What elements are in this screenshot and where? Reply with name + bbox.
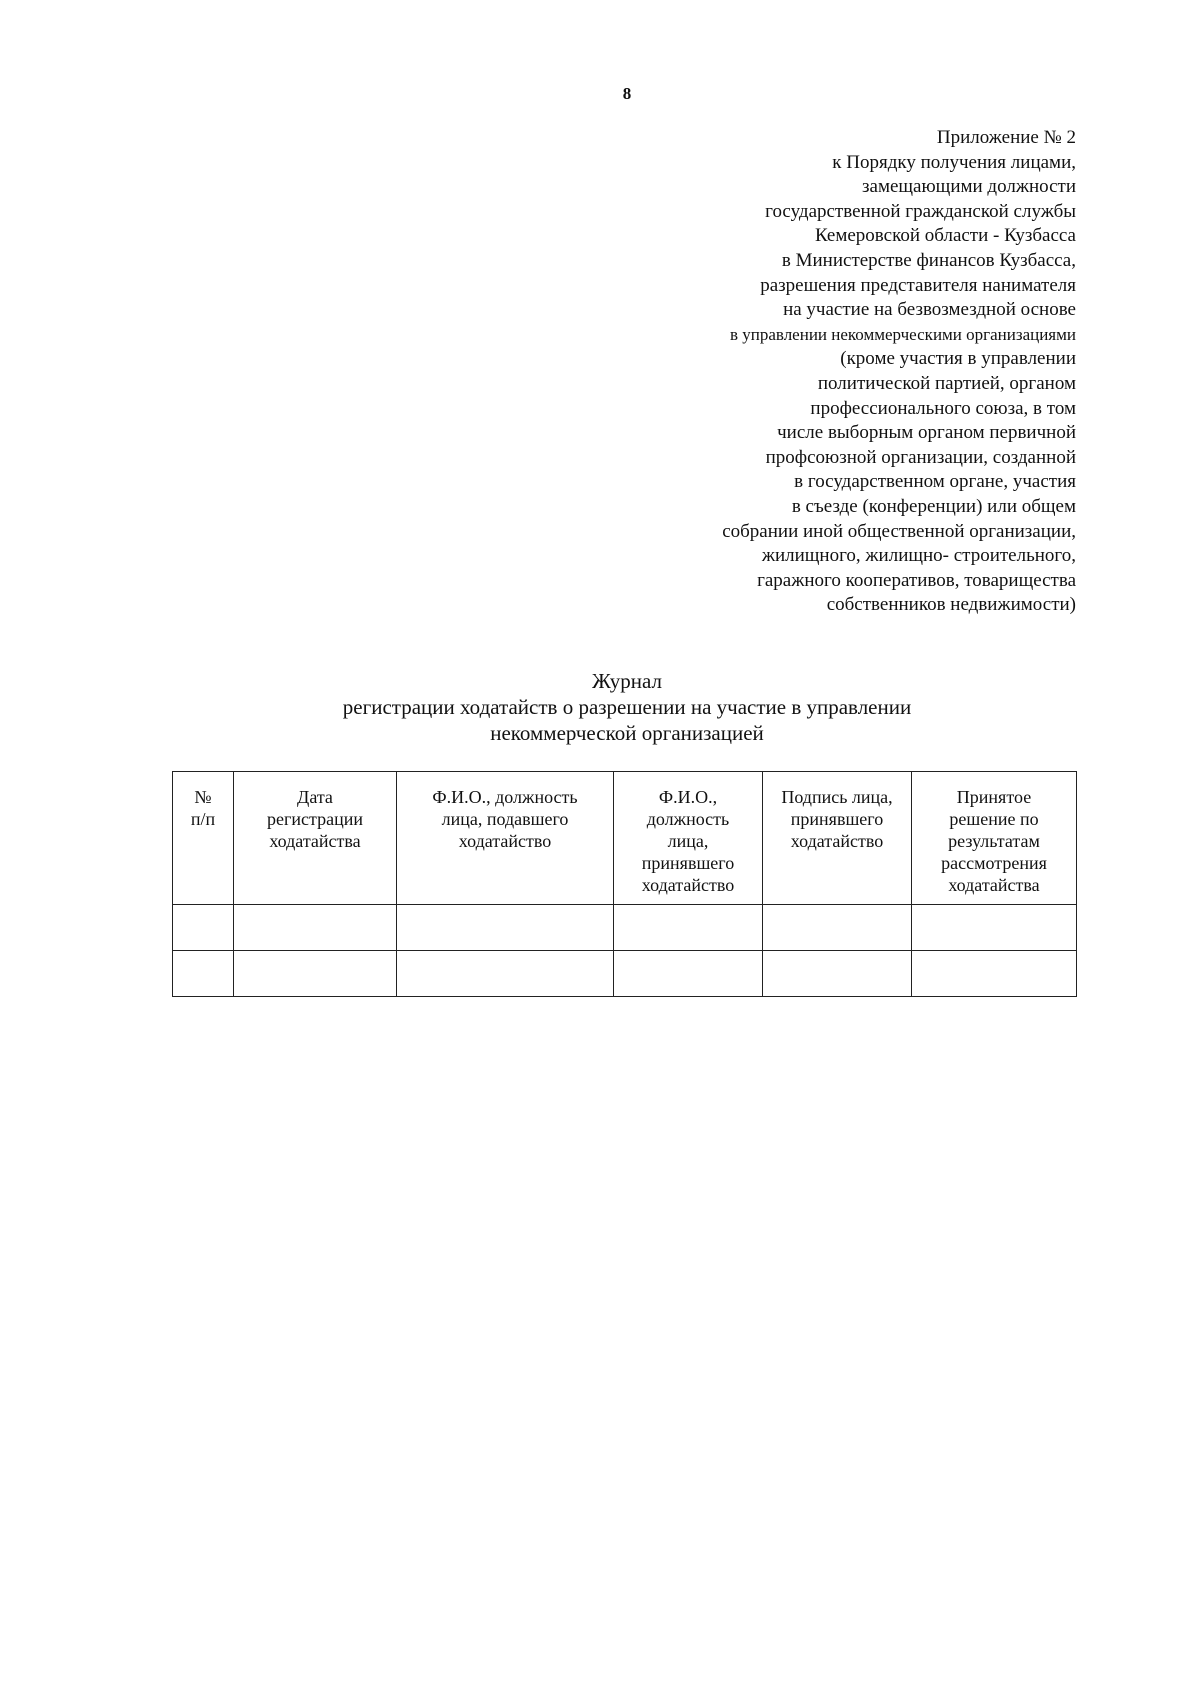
table-cell [234,905,397,951]
appendix-line: к Порядку получения лицами, [832,151,1076,173]
header-cell-receiver: Ф.И.О., должность лица, принявшего ходатайство [614,772,763,905]
appendix-line: (кроме участия в управлении [840,348,1076,370]
appendix-line: собственников недвижимости) [826,594,1076,616]
journal-title: Журнал [591,669,662,693]
table-cell [614,905,763,951]
table-header-row [173,772,1077,905]
header-cell-registration-date: Дата регистрации ходатайства [234,772,397,905]
appendix-line: в Министерстве финансов Кузбасса, [781,249,1076,271]
header-cell-applicant: Ф.И.О., должность лица, подавшего ходатайство [397,772,614,905]
appendix-line: в съезде (конференции) или общем [791,495,1076,517]
table-cell [234,951,397,997]
appendix-line: на участие на безвозмездной основе [783,299,1076,321]
appendix-line: Кемеровской области - Кузбасса [814,225,1076,247]
table-cell [397,951,614,997]
header-cell-decision: Принятое решение по результатам рассмотрения ходатайства [912,772,1077,905]
appendix-line: гаражного кооперативов, товарищества [757,569,1076,591]
appendix-line: собрании иной общественной организации, [722,520,1076,542]
appendix-line: политической партией, органом [817,372,1076,394]
appendix-line: в управлении некоммерческими организациями [729,324,1076,344]
journal-subtitle: некоммерческой организацией [490,721,764,745]
header-cell-receiver-signature: Подпись лица, принявшего ходатайство [763,772,912,905]
table-row [173,905,1077,951]
table-cell [397,905,614,951]
appendix-line: разрешения представителя нанимателя [760,274,1076,296]
journal-heading [0,668,1200,746]
appendix-line: профсоюзной организации, созданной [765,446,1076,468]
appendix-line: профессионального союза, в том [810,397,1076,419]
appendix-block [556,126,1076,618]
appendix-line: числе выборным органом первичной [777,422,1076,444]
header-cell-number: № п/п [173,772,234,905]
appendix-line: Приложение № 2 [936,127,1076,148]
table-cell [173,905,234,951]
table-cell [763,951,912,997]
table-cell [763,905,912,951]
page-number: 8 [622,84,632,103]
journal-subtitle: регистрации ходатайств о разрешении на участие в управлении [342,695,912,719]
appendix-line: замещающими должности [862,176,1076,198]
table-row [173,951,1077,997]
appendix-line: жилищного, жилищно- строительного, [761,545,1076,567]
table-cell [912,951,1077,997]
table-cell [614,951,763,997]
table-cell [173,951,234,997]
appendix-line: государственной гражданской службы [765,200,1076,222]
table-cell [912,905,1077,951]
appendix-line: в государственном органе, участия [794,471,1076,493]
registration-journal-table [172,771,1077,997]
